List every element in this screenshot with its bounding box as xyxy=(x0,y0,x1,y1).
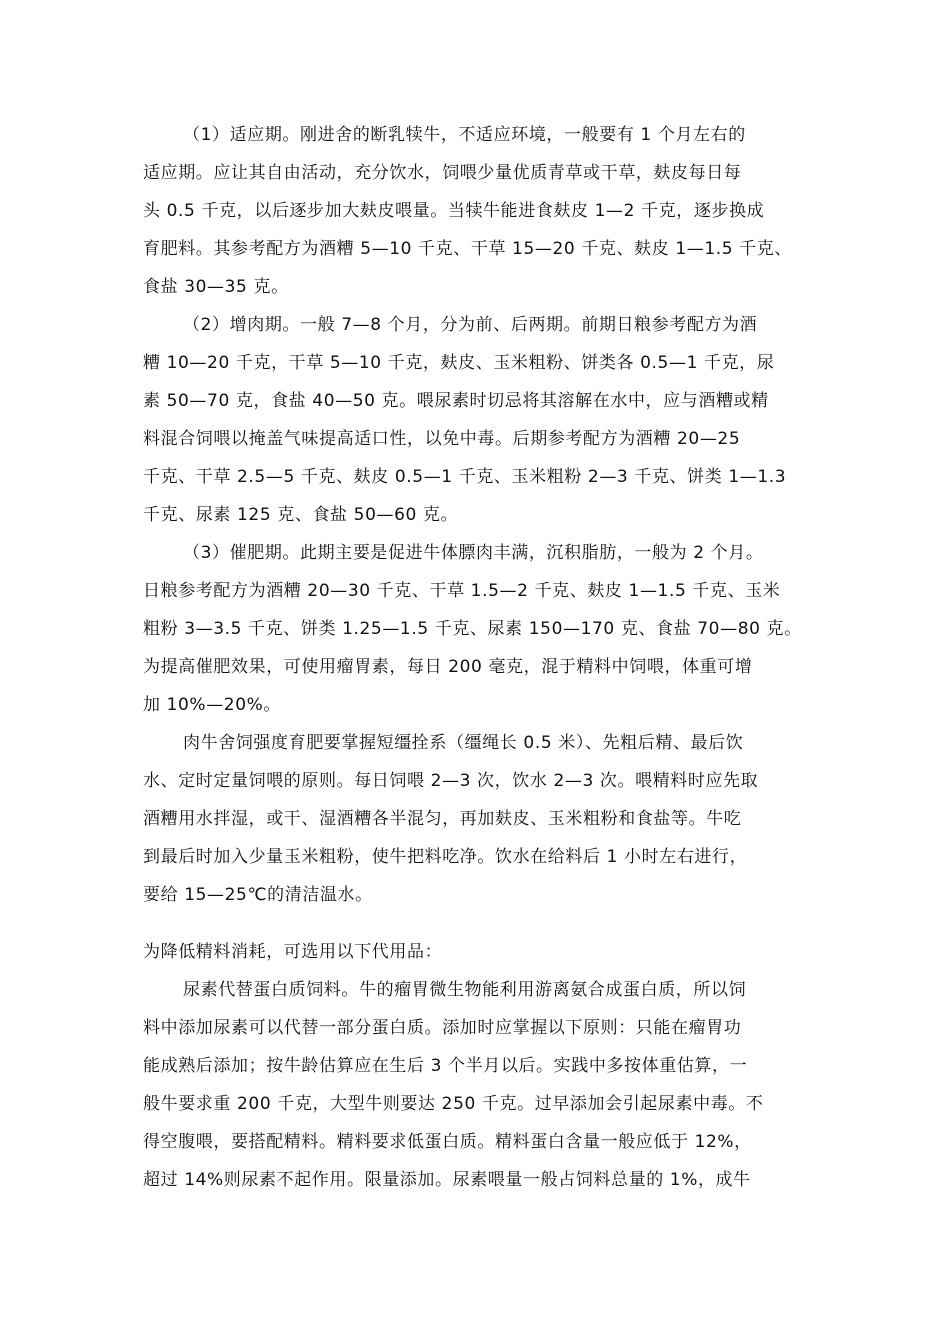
text-line: 超过 14%则尿素不起作用。限量添加。尿素喂量一般占饲料总量的 1%，成牛 xyxy=(143,1170,751,1190)
text-line: 能成熟后添加；按牛龄估算应在生后 3 个半月以后。实践中多按体重估算，一 xyxy=(143,1056,748,1076)
text-line: 料中添加尿素可以代替一部分蛋白质。添加时应掌握以下原则：只能在瘤胃功 xyxy=(143,1018,742,1038)
text-line: 酒糟用水拌湿，或干、湿酒糟各半混匀，再加麸皮、玉米粗粉和食盐等。牛吃 xyxy=(143,809,742,829)
text-line: 料混合饲喂以掩盖气味提高适口性，以免中毒。后期参考配方为酒糟 20—25 xyxy=(143,429,741,449)
text-line: 日粮参考配方为酒糟 20—30 千克、干草 1.5—2 千克、麸皮 1—1.5 千克、玉米 xyxy=(143,581,781,601)
text-line: 尿素代替蛋白质饲料。牛的瘤胃微生物能利用游离氨合成蛋白质，所以饲 xyxy=(183,980,747,1000)
text-line: 千克、尿素 125 克、食盐 50—60 克。 xyxy=(143,505,459,525)
text-line: （1）适应期。刚进舍的断乳犊牛，不适应环境，一般要有 1 个月左右的 xyxy=(183,125,746,145)
text-line: 为降低精料消耗，可选用以下代用品： xyxy=(143,942,443,962)
text-line: 到最后时加入少量玉米粗粉，使牛把料吃净。饮水在给料后 1 小时左右进行， xyxy=(143,847,748,867)
text-line: 得空腹喂，要搭配精料。精料要求低蛋白质。精料蛋白含量一般应低于 12%， xyxy=(143,1132,752,1152)
text-line: 头 0.5 千克，以后逐步加大麸皮喂量。当犊牛能进食麸皮 1—2 千克，逐步换成 xyxy=(143,201,765,221)
text-line: 育肥料。其参考配方为酒糟 5—10 千克、干草 15—20 千克、麸皮 1—1.5 千克、 xyxy=(143,239,792,259)
text-line: 肉牛舍饲强度育肥要掌握短缰拴系（缰绳长 0.5 米）、先粗后精、最后饮 xyxy=(183,733,744,753)
text-line: 食盐 30—35 克。 xyxy=(143,277,289,297)
text-line: 要给 15—25℃的清洁温水。 xyxy=(143,885,373,905)
text-line: 适应期。应让其自由活动，充分饮水，饲喂少量优质青草或干草，麸皮每日每 xyxy=(143,163,742,183)
text-line: 为提高催肥效果，可使用瘤胃素，每日 200 毫克，混于精料中饲喂，体重可增 xyxy=(143,657,753,677)
text-line: 糟 10—20 千克，干草 5—10 千克，麸皮、玉米粗粉、饼类各 0.5—1 千克，尿 xyxy=(143,353,775,373)
text-line: 水、定时定量饲喂的原则。每日饲喂 2—3 次，饮水 2—3 次。喂精料时应先取 xyxy=(143,771,759,791)
text-line: （3）催肥期。此期主要是促进牛体膘肉丰满，沉积脂肪，一般为 2 个月。 xyxy=(183,543,764,563)
text-line: 素 50—70 克，食盐 40—50 克。喂尿素时切忌将其溶解在水中，应与酒糟或精 xyxy=(143,391,769,411)
text-line: 粗粉 3—3.5 千克、饼类 1.25—1.5 千克、尿素 150—170 克、食盐 70—80 克。 xyxy=(143,619,802,639)
text-line: 加 10%—20%。 xyxy=(143,695,281,715)
text-line: 般牛要求重 200 千克，大型牛则要达 250 千克。过早添加会引起尿素中毒。不 xyxy=(143,1094,764,1114)
text-line: （2）增肉期。一般 7—8 个月，分为前、后两期。前期日粮参考配方为酒 xyxy=(183,315,758,335)
text-line: 千克、干草 2.5—5 千克、麸皮 0.5—1 千克、玉米粗粉 2—3 千克、饼类 1—1.3 xyxy=(143,467,787,487)
